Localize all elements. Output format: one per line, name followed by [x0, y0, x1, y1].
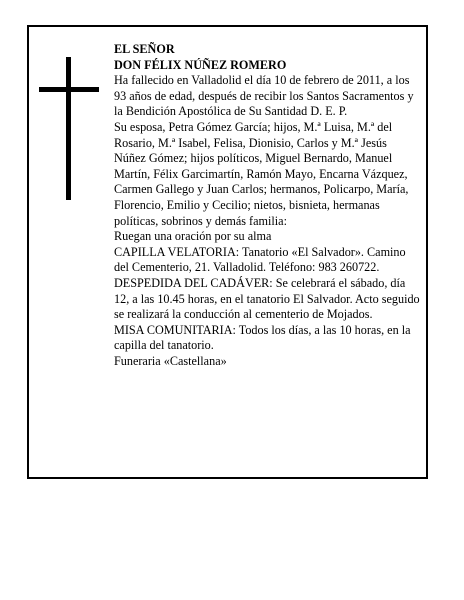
- notice-title-line2: DON FÉLIX NÚÑEZ ROMERO: [114, 57, 287, 72]
- obituary-notice: [27, 25, 428, 479]
- prayer-request: Ruegan una oración por su alma: [114, 229, 272, 244]
- community-mass-info: MISA COMUNITARIA: Todos los días, a las 10 horas, en la capilla del tanatorio.: [114, 322, 411, 353]
- cross-horizontal-bar: [39, 87, 99, 92]
- notice-title-line1: EL SEÑOR: [114, 42, 175, 56]
- wake-chapel-info: CAPILLA VELATORIA: Tanatorio «El Salvador». Camino del Cementerio, 21. Valladolid. Teléfono: 983 260722.: [114, 244, 406, 275]
- family-list: Su esposa, Petra Gómez García; hijos, M.ª Luisa, M.ª del Rosario, M.ª Isabel, Felisa, Dionisio, Carlos y M.ª Jesús Núñez Gómez; hijos políticos, Miguel Bernardo, Manuel Martín, Félix Garcimartín, Ramón Mayo, Encarna Vázquez, Carmen Gallego y Juan Carlos; hermanos, Policarpo, María, Florencio, Emilio y Cecilio; nietos, bisnieta, hermanas políticas, sobrinos y demás familia:: [114, 119, 409, 228]
- latin-cross-icon: [39, 57, 99, 200]
- death-announcement: Ha fallecido en Valladolid el día 10 de febrero de 2011, a los 93 años de edad, después de recibir los Santos Sacramentos y la Bendición Apostólica de Su Santidad D. E. P.: [114, 73, 414, 119]
- farewell-info: DESPEDIDA DEL CADÁVER: Se celebrará el sábado, día 12, a las 10.45 horas, en el tanatorio El Salvador. Acto seguido se realizará la conducción al cementerio de Mojados.: [114, 275, 420, 322]
- notice-text: [114, 42, 421, 369]
- funeral-home: Funeraria «Castellana»: [114, 353, 227, 368]
- cross-vertical-bar: [66, 57, 71, 200]
